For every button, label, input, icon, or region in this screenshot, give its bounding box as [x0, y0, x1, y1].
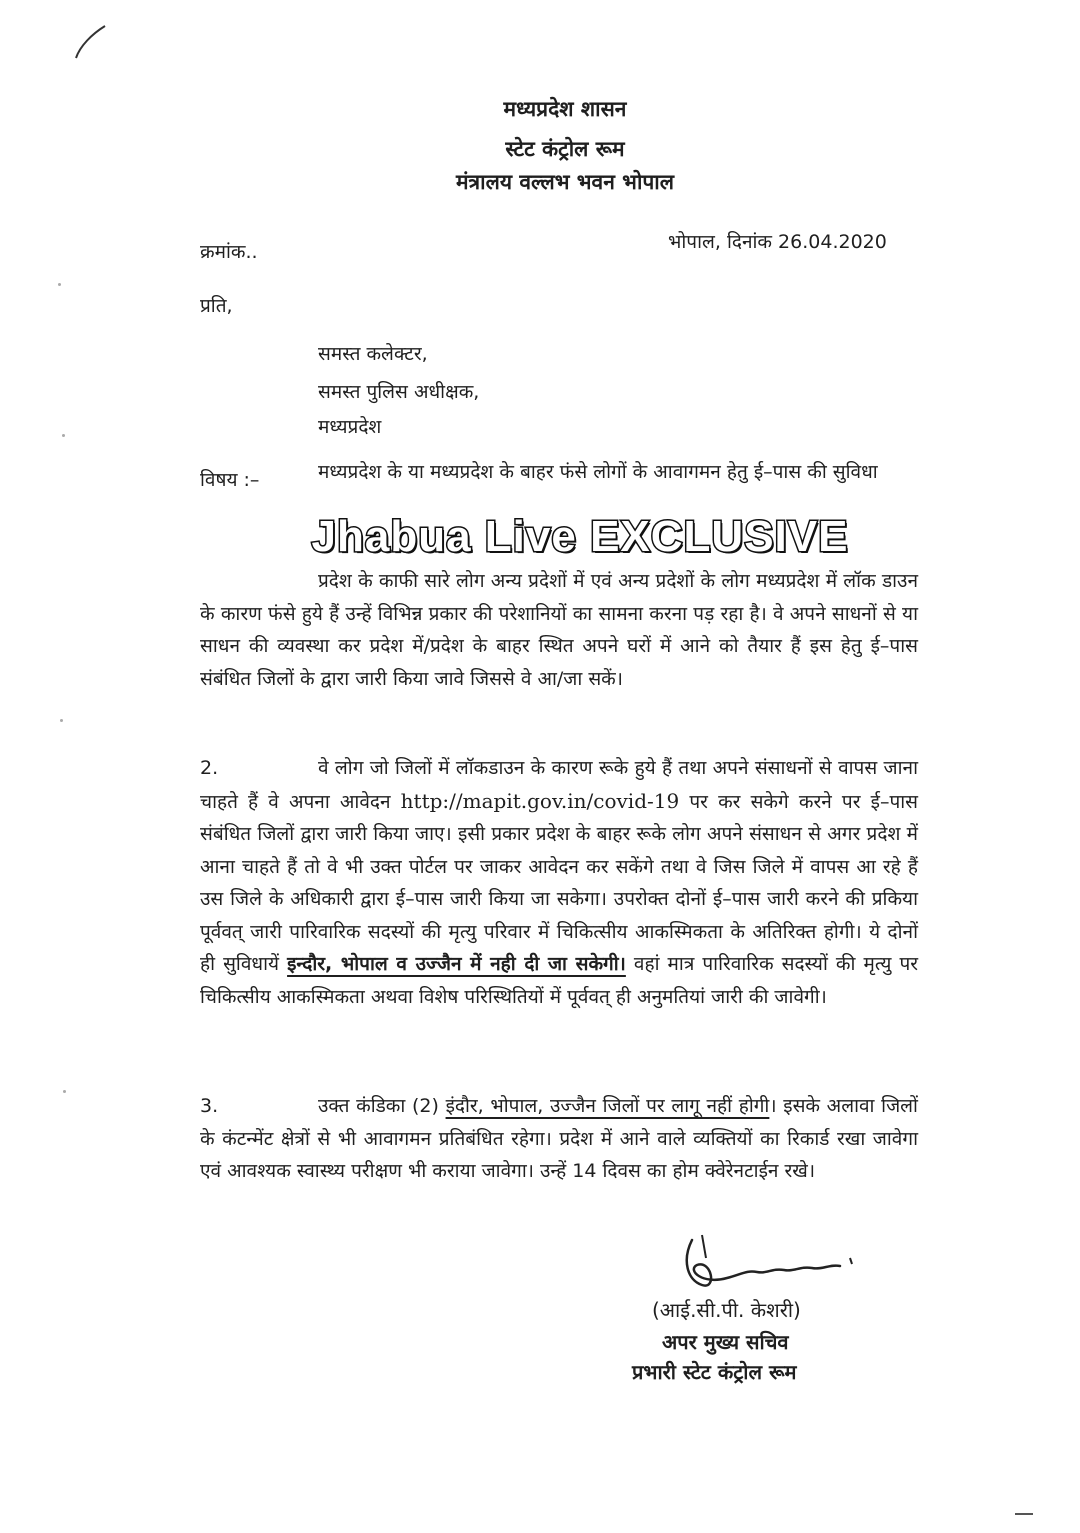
paragraph-2	[200, 752, 918, 1013]
paragraph-text: उक्त कंडिका (2)	[318, 1095, 446, 1117]
signatory-name: (आई.सी.पी. केशरी)	[652, 1298, 801, 1322]
scan-speck	[62, 434, 65, 437]
paragraph-text: वहां मात्र पारिवारिक सदस्यों की मृत्यु पर चिकित्सीय आकस्मिकता अथवा विशेष परिस्थितियों में पूर्ववत् ही अनुमतियां जारी की जावेगी।	[200, 953, 919, 1008]
scan-speck	[60, 719, 63, 722]
scan-speck	[58, 283, 61, 286]
paragraph-number: 3.	[200, 1095, 219, 1117]
handwritten-signature	[672, 1230, 872, 1300]
date-line: भोपाल, दिनांक 26.04.2020	[668, 231, 887, 253]
header-control-room: स्टेट कंट्रोल रूम	[505, 137, 625, 161]
header-government: मध्यप्रदेश शासन	[503, 97, 627, 121]
paragraph-1: प्रदेश के काफी सारे लोग अन्य प्रदेशों में एवं अन्य प्रदेशों के लोग मध्यप्रदेश में लॉक डाउन के कारण फंसे हुये हैं उन्हें विभिन्न प्रकार की परेशानियों का सामना करना पड़ रहा है। वे अपने साधनों से या साधन की व्यवस्था कर प्रदेश में/प्रदेश के बाहर स्थित अपने घरों में आने को तैयार हैं इस हेतु ई–पास संबंधित जिलों के द्वारा जारी किया जावे जिससे वे आ/जा सकें।	[200, 570, 918, 690]
header-address: मंत्रालय वल्लभ भवन भोपाल	[456, 170, 674, 194]
scan-mark	[1015, 1513, 1033, 1515]
signatory-designation: अपर मुख्य सचिव	[662, 1330, 789, 1354]
underlined-exception: इंदौर, भोपाल, उज्जैन जिलों पर लागू नहीं होगी	[445, 1095, 770, 1117]
underlined-restriction: इन्दौर, भोपाल व उज्जैन में नही दी जा सकेगी।	[287, 953, 626, 975]
addressee-line: समस्त पुलिस अधीक्षक,	[318, 381, 480, 403]
addressee-prefix: प्रति,	[200, 295, 233, 317]
paragraph-text: । इसके अलावा जिलों के कंटन्मेंट क्षेत्रों से भी आवागमन प्रतिबंधित रहेगा। प्रदेश में आने वाले व्यक्तियों का रिकार्ड रखा जावेगा एवं आवश्यक स्वास्थ्य परीक्षण भी कराया जावेगा। उन्हें 14 दिवस का होम क्वेरेनटाईन रखे।	[200, 1095, 918, 1182]
scan-speck	[63, 1090, 66, 1093]
signatory-office: प्रभारी स्टेट कंट्रोल रूम	[632, 1360, 797, 1384]
handwritten-pen-mark	[70, 22, 110, 62]
watermark-banner: Jhabua Live EXCLUSIVE	[311, 512, 849, 561]
paragraph-text: पर कर सकेगे करने पर ई–पास संबंधित जिलों द्वारा जारी किया जाए। इसी प्रकार प्रदेश के बाहर रूके लोग अपने संसाधन से अगर प्रदेश में आना चाहते हैं तो वे भी उक्त पोर्टल पर जाकर आवेदन कर सकेंगे तथा वे जिस जिले में वापस आ रहे हैं उस जिले के अधिकारी द्वारा ई–पास जारी किया जा सकेगा। उपरोक्त दोनों ई–पास जारी करने की प्रकिया पूर्ववत् जारी पारिवारिक सदस्यों की मृत्यु परिवार में चिकित्सीय आकस्मिकता के अतिरिक्त होगी। ये दोनों ही सुविधायें	[200, 790, 918, 975]
subject-label: विषय :–	[200, 469, 260, 491]
portal-url[interactable]: http://mapit.gov.in/covid-19	[400, 788, 680, 813]
paragraph-text: वे लोग जो जिलों में लॉकडाउन के कारण रूके हुये हैं तथा अपने संसाधनों से वापस जाना चाहते हैं वे अपना आवेदन	[200, 757, 918, 813]
paragraph-number: 2.	[200, 757, 219, 779]
addressee-line: समस्त कलेक्टर,	[318, 343, 428, 365]
subject-text: मध्यप्रदेश के या मध्यप्रदेश के बाहर फंसे लोगों के आवागमन हेतु ई–पास की सुविधा	[318, 461, 878, 483]
paragraph-3	[200, 1090, 918, 1188]
reference-number: क्रमांक..	[200, 241, 258, 263]
addressee-line: मध्यप्रदेश	[318, 416, 382, 438]
